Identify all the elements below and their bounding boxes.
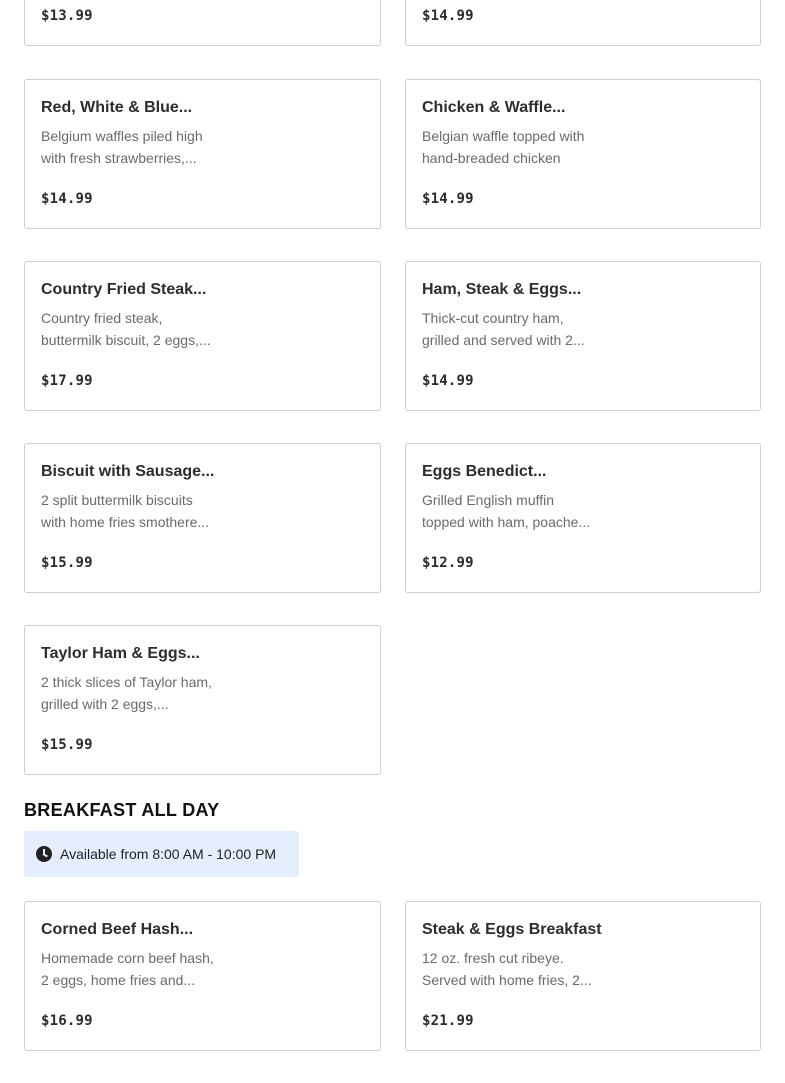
item-title: Red, White & Blue... bbox=[41, 99, 193, 116]
item-description: 2 thick slices of Taylor ham, grilled with 2 eggs,... bbox=[41, 674, 212, 712]
item-title: Eggs Benedict... bbox=[422, 463, 547, 480]
menu-item-card[interactable] bbox=[24, 443, 381, 593]
menu-item-card[interactable] bbox=[405, 0, 761, 46]
item-title: Corned Beef Hash... bbox=[41, 921, 194, 938]
item-price: $13.99 bbox=[41, 8, 93, 24]
item-price: $15.99 bbox=[41, 555, 93, 571]
item-price: $15.99 bbox=[41, 737, 93, 753]
clock-icon bbox=[36, 846, 52, 862]
item-description: Thick-cut country ham, grilled and served with 2... bbox=[422, 310, 585, 348]
menu-item-card[interactable] bbox=[405, 79, 761, 229]
availability-banner bbox=[24, 831, 299, 877]
availability-text: Available from 8:00 AM - 10:00 PM bbox=[60, 846, 277, 862]
menu-item-card[interactable] bbox=[24, 901, 381, 1051]
item-description: Grilled English muffin topped with ham, poache... bbox=[422, 492, 591, 530]
menu-grid bbox=[24, 79, 761, 775]
item-title: Chicken & Waffle... bbox=[422, 99, 566, 116]
menu-item-card[interactable] bbox=[405, 901, 761, 1051]
item-price: $12.99 bbox=[422, 555, 474, 571]
item-price: $14.99 bbox=[41, 191, 93, 207]
item-description: Country fried steak, buttermilk biscuit, 2 eggs,... bbox=[41, 310, 211, 348]
item-description: Belgium waffles piled high with fresh strawberries,... bbox=[41, 128, 203, 166]
menu-item-card[interactable] bbox=[24, 0, 381, 46]
item-description: Homemade corn beef hash, 2 eggs, home fries and... bbox=[41, 950, 214, 988]
item-price: $17.99 bbox=[41, 373, 93, 389]
menu-item-card[interactable] bbox=[24, 625, 381, 775]
item-title: Taylor Ham & Eggs... bbox=[41, 645, 200, 662]
item-price: $14.99 bbox=[422, 373, 474, 389]
section-title: BREAKFAST ALL DAY bbox=[24, 800, 220, 820]
item-title: Steak & Eggs Breakfast bbox=[422, 921, 602, 938]
item-title: Country Fried Steak... bbox=[41, 281, 207, 298]
item-title: Biscuit with Sausage... bbox=[41, 463, 215, 480]
item-price: $16.99 bbox=[41, 1013, 93, 1029]
item-price: $14.99 bbox=[422, 191, 474, 207]
item-price: $14.99 bbox=[422, 8, 474, 24]
item-description: 12 oz. fresh cut ribeye. Served with home fries, 2... bbox=[422, 950, 592, 988]
section-menu-grid bbox=[24, 901, 761, 1051]
item-price: $21.99 bbox=[422, 1013, 474, 1029]
item-description: Belgian waffle topped with hand-breaded chicken bbox=[422, 128, 585, 166]
menu-grid-top bbox=[24, 0, 761, 46]
item-title: Ham, Steak & Eggs... bbox=[422, 281, 582, 298]
item-description: 2 split buttermilk biscuits with home fries smothere... bbox=[41, 492, 210, 530]
menu-item-card[interactable] bbox=[24, 79, 381, 229]
menu-item-card[interactable] bbox=[405, 443, 761, 593]
menu-item-card[interactable] bbox=[405, 261, 761, 411]
menu-item-card[interactable] bbox=[24, 261, 381, 411]
